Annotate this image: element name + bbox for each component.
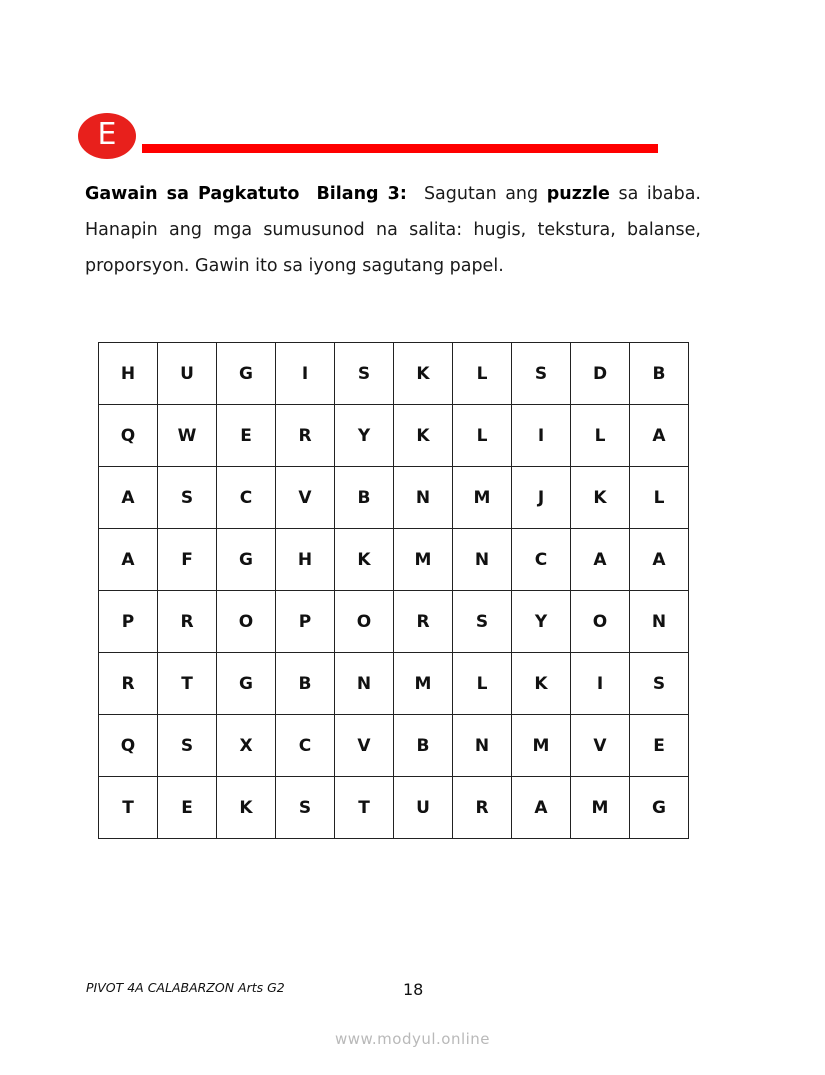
instructions-line-3: proporsyon. Gawin ito sa iyong sagutang papel.: [85, 256, 504, 276]
puzzle-cell: W: [158, 405, 217, 467]
puzzle-cell: N: [453, 529, 512, 591]
puzzle-row: [99, 529, 689, 591]
instructions: [85, 176, 701, 284]
puzzle-cell: S: [276, 777, 335, 839]
page-number: 18: [403, 980, 424, 999]
puzzle-cell: R: [276, 405, 335, 467]
puzzle-cell: G: [217, 653, 276, 715]
puzzle-cell: M: [453, 467, 512, 529]
puzzle-cell: V: [276, 467, 335, 529]
instructions-line-1: [85, 176, 701, 212]
puzzle-cell: P: [276, 591, 335, 653]
puzzle-cell: Y: [512, 591, 571, 653]
puzzle-cell: T: [99, 777, 158, 839]
puzzle-cell: A: [99, 529, 158, 591]
puzzle-cell: B: [276, 653, 335, 715]
puzzle-cell: E: [217, 405, 276, 467]
puzzle-cell: K: [571, 467, 630, 529]
puzzle-cell: V: [571, 715, 630, 777]
puzzle-row: [99, 343, 689, 405]
puzzle-cell: K: [335, 529, 394, 591]
puzzle-cell: Y: [335, 405, 394, 467]
puzzle-cell: T: [335, 777, 394, 839]
puzzle-cell: Q: [99, 715, 158, 777]
puzzle-cell: I: [276, 343, 335, 405]
puzzle-cell: D: [571, 343, 630, 405]
puzzle-cell: R: [99, 653, 158, 715]
puzzle-cell: G: [217, 529, 276, 591]
puzzle-cell: B: [335, 467, 394, 529]
puzzle-cell: S: [512, 343, 571, 405]
footer-module-label: PIVOT 4A CALABARZON Arts G2: [86, 980, 285, 995]
puzzle-cell: K: [394, 343, 453, 405]
puzzle-cell: A: [571, 529, 630, 591]
puzzle-cell: I: [571, 653, 630, 715]
puzzle-row: [99, 591, 689, 653]
puzzle-cell: N: [630, 591, 689, 653]
puzzle-cell: N: [453, 715, 512, 777]
puzzle-cell: M: [394, 653, 453, 715]
instruction-text-end: sa ibaba.: [618, 184, 701, 204]
word-search-grid: [98, 342, 689, 839]
puzzle-cell: A: [99, 467, 158, 529]
puzzle-cell: N: [394, 467, 453, 529]
puzzle-cell: L: [453, 343, 512, 405]
puzzle-cell: O: [335, 591, 394, 653]
puzzle-cell: F: [158, 529, 217, 591]
puzzle-cell: R: [158, 591, 217, 653]
watermark: www.modyul.online: [334, 1030, 491, 1048]
puzzle-cell: L: [453, 405, 512, 467]
instructions-line-2: Hanapin ang mga sumusunod na salita: hugis, tekstura, balanse,: [85, 220, 701, 240]
puzzle-cell: L: [630, 467, 689, 529]
activity-label: Gawain sa Pagkatuto: [85, 184, 300, 204]
puzzle-cell: R: [453, 777, 512, 839]
puzzle-cell: U: [158, 343, 217, 405]
puzzle-cell: M: [571, 777, 630, 839]
puzzle-cell: G: [630, 777, 689, 839]
puzzle-cell: V: [335, 715, 394, 777]
puzzle-cell: E: [158, 777, 217, 839]
puzzle-cell: A: [630, 405, 689, 467]
puzzle-cell: H: [99, 343, 158, 405]
puzzle-cell: Q: [99, 405, 158, 467]
puzzle-cell: J: [512, 467, 571, 529]
puzzle-row: [99, 405, 689, 467]
puzzle-cell: E: [630, 715, 689, 777]
puzzle-cell: G: [217, 343, 276, 405]
puzzle-cell: C: [276, 715, 335, 777]
puzzle-cell: R: [394, 591, 453, 653]
puzzle-cell: O: [571, 591, 630, 653]
puzzle-cell: U: [394, 777, 453, 839]
section-letter: E: [97, 117, 117, 152]
puzzle-cell: S: [335, 343, 394, 405]
puzzle-cell: T: [158, 653, 217, 715]
puzzle-cell: X: [217, 715, 276, 777]
instruction-text: Sagutan ang: [423, 184, 539, 204]
puzzle-cell: S: [158, 715, 217, 777]
puzzle-row: [99, 777, 689, 839]
activity-number: Bilang 3:: [316, 184, 407, 204]
puzzle-cell: A: [630, 529, 689, 591]
puzzle-cell: H: [276, 529, 335, 591]
puzzle-cell: O: [217, 591, 276, 653]
puzzle-cell: B: [394, 715, 453, 777]
puzzle-cell: N: [335, 653, 394, 715]
puzzle-row: [99, 715, 689, 777]
puzzle-cell: L: [453, 653, 512, 715]
puzzle-cell: K: [512, 653, 571, 715]
puzzle-cell: S: [453, 591, 512, 653]
instruction-keyword: puzzle: [546, 184, 610, 204]
puzzle-cell: I: [512, 405, 571, 467]
section-badge: [78, 113, 136, 159]
puzzle-cell: M: [512, 715, 571, 777]
puzzle-cell: A: [512, 777, 571, 839]
puzzle-cell: B: [630, 343, 689, 405]
puzzle-row: [99, 467, 689, 529]
puzzle-cell: S: [158, 467, 217, 529]
puzzle-cell: K: [217, 777, 276, 839]
section-divider: [142, 144, 658, 153]
puzzle-cell: M: [394, 529, 453, 591]
puzzle-cell: L: [571, 405, 630, 467]
puzzle-cell: P: [99, 591, 158, 653]
puzzle-cell: K: [394, 405, 453, 467]
puzzle-row: [99, 653, 689, 715]
puzzle-cell: S: [630, 653, 689, 715]
puzzle-cell: C: [512, 529, 571, 591]
puzzle-cell: C: [217, 467, 276, 529]
